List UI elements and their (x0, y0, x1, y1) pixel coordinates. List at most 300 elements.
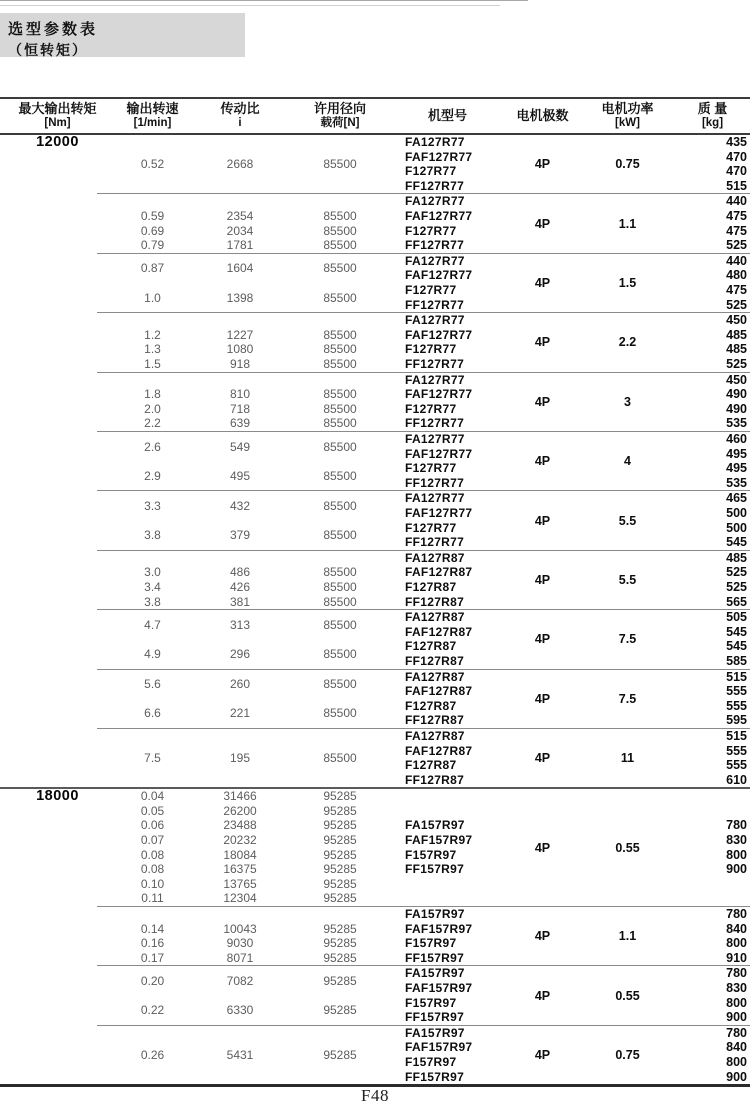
header-torque-unit: [Nm] (44, 116, 71, 129)
header-speed (115, 99, 190, 133)
mass-value: 840 (726, 1040, 747, 1055)
row-group (0, 907, 750, 965)
model-name: F127R87 (405, 698, 457, 713)
mass-value: 450 (726, 313, 747, 328)
speed-column (115, 491, 190, 549)
torque-column (0, 194, 115, 252)
load-value: 85500 (323, 646, 357, 661)
model-name: F157R97 (405, 995, 457, 1010)
model-name: FA127R77 (405, 253, 465, 268)
header-model (390, 99, 505, 133)
mass-column (675, 373, 750, 431)
speed-value: 6.6 (144, 706, 161, 721)
mass-value: 900 (726, 862, 747, 877)
power-value: 5.5 (618, 513, 637, 528)
load-value: 95285 (323, 803, 357, 818)
torque-column (0, 789, 115, 906)
mass-value: 910 (726, 950, 747, 965)
mass-column (675, 610, 750, 668)
mass-value: 475 (726, 223, 747, 238)
speed-value (115, 551, 190, 566)
ratio-value: 195 (229, 751, 251, 766)
model-name: FF127R77 (405, 178, 465, 193)
speed-column (115, 670, 190, 728)
model-name: FAF127R87 (405, 743, 473, 758)
mass-value: 515 (726, 669, 747, 684)
model-name: FAF157R97 (405, 921, 473, 936)
ratio-value: 16375 (223, 862, 257, 877)
load-value (290, 313, 390, 328)
mass-value: 485 (726, 342, 747, 357)
ratio-value: 20232 (223, 833, 257, 848)
ratio-value: 379 (229, 528, 251, 543)
mass-column (675, 135, 750, 193)
load-column (290, 789, 390, 906)
power-column (580, 789, 675, 906)
model-name: FF127R77 (405, 475, 465, 490)
power-value: 0.55 (615, 840, 640, 855)
power-value: 1.1 (618, 216, 637, 231)
power-column (580, 491, 675, 549)
poles-value: 4P (534, 157, 551, 172)
ratio-value: 2034 (226, 223, 254, 238)
mass-column (675, 1026, 750, 1084)
table-body (0, 135, 750, 1084)
model-name: F157R97 (405, 1055, 457, 1070)
mass-column (675, 491, 750, 549)
row-group (0, 966, 750, 1024)
ratio-value: 918 (229, 356, 251, 371)
poles-value: 4P (534, 394, 551, 409)
speed-value: 0.17 (140, 950, 165, 965)
ratio-value (190, 313, 290, 328)
poles-column (505, 670, 580, 728)
model-name: FF127R87 (405, 772, 465, 787)
load-column (290, 610, 390, 668)
header-ratio (190, 99, 290, 133)
mass-value: 505 (726, 610, 747, 625)
model-name: F127R77 (405, 223, 457, 238)
poles-value: 4P (534, 513, 551, 528)
ratio-column (190, 135, 290, 193)
load-value (290, 373, 390, 388)
row-group (0, 373, 750, 431)
power-value: 3 (624, 394, 631, 409)
mass-value (675, 804, 750, 819)
ratio-value: 5431 (226, 1048, 254, 1063)
speed-column (115, 907, 190, 965)
model-name: FA127R87 (405, 550, 465, 565)
model-name: FA127R77 (405, 135, 465, 149)
model-name: FA127R77 (405, 372, 465, 387)
mass-value: 780 (726, 1025, 747, 1040)
ratio-value: 313 (229, 617, 251, 632)
header-mass-unit: [kg] (701, 116, 724, 129)
header-speed-label: 输出转速 (126, 101, 179, 117)
ratio-value: 12304 (223, 891, 257, 906)
ratio-value: 1227 (226, 327, 254, 342)
poles-column (505, 610, 580, 668)
speed-value: 1.8 (144, 387, 161, 402)
header-speed-unit: [1/min] (133, 116, 172, 129)
mass-value: 485 (726, 550, 747, 565)
poles-value: 4P (534, 454, 551, 469)
mass-value: 555 (726, 684, 747, 699)
torque-column (0, 729, 115, 787)
mass-value: 490 (726, 401, 747, 416)
load-column (290, 551, 390, 609)
power-value: 7.5 (618, 691, 637, 706)
mass-value: 535 (726, 475, 747, 490)
load-value: 85500 (323, 528, 357, 543)
poles-value: 4P (534, 929, 551, 944)
load-value: 85500 (323, 342, 357, 357)
load-value: 85500 (323, 157, 357, 172)
mass-column (675, 729, 750, 787)
mass-value: 460 (726, 431, 747, 446)
power-column (580, 313, 675, 371)
ratio-column (190, 729, 290, 787)
row-group (0, 194, 750, 252)
mass-value: 440 (726, 194, 747, 209)
speed-value: 0.87 (140, 261, 165, 276)
torque-section-label: 18000 (36, 788, 79, 805)
power-value: 0.75 (615, 157, 640, 172)
header-poles (505, 99, 580, 133)
speed-value: 4.9 (144, 646, 161, 661)
power-value: 0.55 (615, 988, 640, 1003)
load-value: 85500 (323, 677, 357, 692)
mass-value: 830 (726, 981, 747, 996)
poles-value: 4P (534, 988, 551, 1003)
mass-value (675, 891, 750, 906)
mass-value: 440 (726, 253, 747, 268)
mass-value: 800 (726, 936, 747, 951)
ratio-value: 432 (229, 498, 251, 513)
load-value: 95285 (323, 818, 357, 833)
speed-value: 1.5 (144, 356, 161, 371)
speed-value: 5.6 (144, 677, 161, 692)
model-name: FAF127R77 (405, 268, 473, 283)
mass-value: 555 (726, 698, 747, 713)
speed-value: 0.11 (141, 891, 164, 906)
mass-value: 830 (726, 833, 747, 848)
model-name: FF127R77 (405, 416, 465, 431)
speed-value: 3.4 (144, 579, 161, 594)
speed-value: 0.52 (140, 157, 165, 172)
mass-column (675, 254, 750, 312)
mass-value: 495 (726, 461, 747, 476)
load-value: 85500 (323, 387, 357, 402)
model-name: FA157R97 (405, 966, 465, 981)
poles-column (505, 966, 580, 1024)
mass-value: 465 (726, 491, 747, 506)
load-value: 95285 (323, 862, 357, 877)
load-value: 95285 (323, 876, 357, 891)
header-mass-label: 质 量 (697, 101, 728, 117)
speed-value: 0.59 (140, 208, 165, 223)
model-column (390, 1026, 505, 1084)
mass-value: 840 (726, 921, 747, 936)
speed-column (115, 135, 190, 193)
speed-value: 3.8 (144, 594, 161, 609)
model-name: FA157R97 (405, 1025, 465, 1040)
speed-value: 0.08 (140, 862, 165, 877)
poles-column (505, 373, 580, 431)
torque-column (0, 966, 115, 1024)
ratio-column (190, 907, 290, 965)
load-column (290, 135, 390, 193)
title-box (0, 13, 245, 57)
model-name: FAF127R87 (405, 624, 473, 639)
poles-column (505, 254, 580, 312)
mass-value: 515 (726, 728, 747, 743)
header-mass (675, 99, 750, 133)
poles-column (505, 135, 580, 193)
load-value: 95285 (323, 950, 357, 965)
load-value: 95285 (323, 891, 357, 906)
mass-column (675, 432, 750, 490)
ratio-value: 1080 (226, 342, 254, 357)
speed-value: 3.0 (144, 565, 161, 580)
selection-parameters-table (0, 97, 750, 1087)
torque-section-label: 12000 (36, 134, 79, 150)
header-torque-label: 最大输出转矩 (18, 101, 97, 117)
load-column (290, 194, 390, 252)
mass-value: 565 (726, 594, 747, 609)
model-name (405, 789, 505, 804)
speed-value: 2.2 (144, 416, 161, 431)
poles-column (505, 194, 580, 252)
mass-column (675, 551, 750, 609)
mass-value: 555 (726, 758, 747, 773)
load-column (290, 966, 390, 1024)
mass-value: 525 (726, 565, 747, 580)
power-value: 4 (624, 454, 631, 469)
speed-value: 3.3 (144, 498, 161, 513)
torque-column (0, 491, 115, 549)
model-name: FA127R77 (405, 491, 465, 506)
model-name: FF157R97 (405, 1010, 465, 1025)
mass-value: 545 (726, 624, 747, 639)
power-value: 11 (620, 751, 635, 766)
poles-column (505, 551, 580, 609)
mass-value: 515 (726, 178, 747, 193)
speed-column (115, 373, 190, 431)
power-value: 1.5 (618, 275, 637, 290)
model-name: F127R77 (405, 520, 457, 535)
header-load (290, 99, 390, 133)
ratio-value: 2354 (226, 208, 254, 223)
model-name: F127R77 (405, 342, 457, 357)
ratio-value: 260 (229, 677, 251, 692)
speed-value: 0.05 (140, 803, 165, 818)
ratio-column (190, 610, 290, 668)
model-name: FA127R77 (405, 194, 465, 209)
ratio-column (190, 194, 290, 252)
load-value: 85500 (323, 290, 357, 305)
speed-value: 0.08 (140, 847, 165, 862)
mass-value: 450 (726, 372, 747, 387)
load-value (290, 907, 390, 922)
ratio-value: 486 (229, 565, 251, 580)
mass-value: 900 (726, 1010, 747, 1025)
speed-column (115, 194, 190, 252)
model-name: FF127R77 (405, 297, 465, 312)
speed-value (115, 907, 190, 922)
mass-column (675, 194, 750, 252)
load-value: 95285 (323, 847, 357, 862)
load-value: 85500 (323, 401, 357, 416)
row-group (0, 313, 750, 371)
speed-value: 4.7 (144, 617, 161, 632)
model-name (405, 891, 505, 906)
mass-value: 555 (726, 743, 747, 758)
model-name: FAF127R77 (405, 208, 473, 223)
ratio-value: 1398 (226, 290, 254, 305)
model-name: FA157R97 (405, 907, 465, 922)
poles-value: 4P (534, 572, 551, 587)
model-column (390, 373, 505, 431)
poles-column (505, 789, 580, 906)
ratio-value: 296 (229, 646, 251, 661)
mass-value: 525 (726, 356, 747, 371)
mass-value: 585 (726, 653, 747, 668)
ratio-value: 8071 (226, 950, 254, 965)
speed-value (115, 194, 190, 209)
model-name: F157R97 (405, 936, 457, 951)
load-column (290, 907, 390, 965)
ratio-value: 1604 (226, 261, 254, 276)
model-name: FA127R87 (405, 669, 465, 684)
model-name: FAF127R77 (405, 446, 473, 461)
power-value: 2.2 (618, 335, 637, 350)
model-column (390, 729, 505, 787)
model-name: F127R87 (405, 639, 457, 654)
table-header (0, 97, 750, 135)
mass-value: 610 (726, 772, 747, 787)
load-value: 85500 (323, 261, 357, 276)
ratio-value: 9030 (226, 936, 254, 951)
power-column (580, 373, 675, 431)
model-name: FA157R97 (405, 818, 465, 833)
ratio-value: 7082 (226, 974, 254, 989)
model-name: FF157R97 (405, 862, 465, 877)
power-column (580, 432, 675, 490)
load-value: 85500 (323, 617, 357, 632)
torque-column (0, 135, 115, 193)
speed-value: 0.10 (140, 876, 165, 891)
mass-value: 470 (726, 164, 747, 179)
row-group (0, 610, 750, 668)
ratio-value: 426 (229, 579, 251, 594)
ratio-column (190, 254, 290, 312)
mass-value: 595 (726, 713, 747, 728)
load-value: 85500 (323, 223, 357, 238)
speed-column (115, 432, 190, 490)
load-value: 85500 (323, 706, 357, 721)
torque-column (0, 907, 115, 965)
load-column (290, 432, 390, 490)
model-name: FF157R97 (405, 950, 465, 965)
mass-value: 495 (726, 446, 747, 461)
torque-column (0, 551, 115, 609)
model-name: FA127R77 (405, 313, 465, 328)
torque-column (0, 432, 115, 490)
load-value: 85500 (323, 356, 357, 371)
row-group (0, 1026, 750, 1084)
poles-column (505, 907, 580, 965)
model-name: FAF157R97 (405, 1040, 473, 1055)
row-group (0, 254, 750, 312)
model-name: F127R77 (405, 282, 457, 297)
mass-value: 780 (726, 966, 747, 981)
model-name: FF127R77 (405, 356, 465, 371)
ratio-value: 18084 (223, 847, 257, 862)
mass-value: 525 (726, 238, 747, 253)
model-name: FAF127R77 (405, 387, 473, 402)
ratio-value: 6330 (226, 1003, 254, 1018)
speed-column (115, 551, 190, 609)
model-name (405, 804, 505, 819)
ratio-column (190, 373, 290, 431)
mass-value: 500 (726, 520, 747, 535)
model-column (390, 194, 505, 252)
power-value: 0.75 (615, 1048, 640, 1063)
speed-column (115, 789, 190, 906)
mass-value: 900 (726, 1069, 747, 1084)
ratio-value: 810 (229, 387, 251, 402)
model-name: FF127R87 (405, 594, 465, 609)
model-name: F157R97 (405, 847, 457, 862)
model-column (390, 789, 505, 906)
load-value: 85500 (323, 498, 357, 513)
ratio-value: 10043 (223, 921, 257, 936)
model-name (405, 877, 505, 892)
model-column (390, 313, 505, 371)
poles-value: 4P (534, 216, 551, 231)
speed-value: 0.69 (140, 223, 165, 238)
load-value: 95285 (323, 833, 357, 848)
model-name: F127R77 (405, 461, 457, 476)
speed-value: 0.14 (140, 921, 165, 936)
ratio-column (190, 1026, 290, 1084)
header-load-unit: 载荷[N] (320, 116, 360, 129)
mass-value (675, 877, 750, 892)
poles-value: 4P (534, 275, 551, 290)
mass-value: 475 (726, 208, 747, 223)
load-value: 95285 (323, 1048, 357, 1063)
model-name: F127R77 (405, 164, 457, 179)
load-value: 85500 (323, 468, 357, 483)
mass-value: 545 (726, 535, 747, 550)
speed-value: 0.04 (140, 789, 165, 804)
model-column (390, 966, 505, 1024)
poles-column (505, 491, 580, 549)
header-power-label: 电机功率 (601, 101, 654, 117)
ratio-value: 26200 (223, 803, 257, 818)
load-value: 85500 (323, 594, 357, 609)
mass-value: 535 (726, 416, 747, 431)
power-column (580, 254, 675, 312)
speed-value: 7.5 (144, 751, 161, 766)
mass-value: 525 (726, 297, 747, 312)
ratio-value: 13765 (223, 876, 257, 891)
mass-value: 475 (726, 282, 747, 297)
ratio-column (190, 432, 290, 490)
poles-value: 4P (534, 335, 551, 350)
ratio-value (190, 373, 290, 388)
